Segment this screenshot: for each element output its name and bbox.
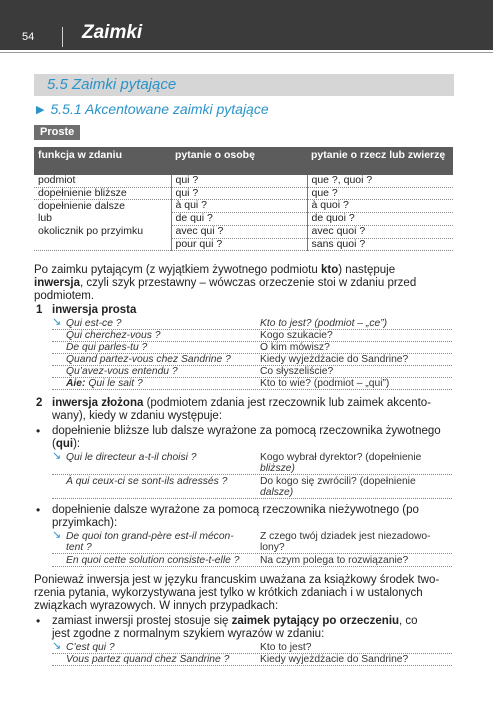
table-cell: que ?, quoi ? xyxy=(307,175,453,187)
inversion-simple-heading: inwersja prosta xyxy=(52,304,137,316)
page-number: 54 xyxy=(22,31,35,43)
table-cell: dopełnienie bliższe xyxy=(34,187,171,200)
example-pl: Kiedy wyjeżdżacie do Sandrine? xyxy=(260,354,409,365)
table-row xyxy=(34,238,453,251)
triangle-icon: ▶ xyxy=(36,104,45,116)
example-fr: Qui est-ce ? xyxy=(66,318,122,329)
example-fr: Qu’avez-vous entendu ? xyxy=(66,366,178,377)
example-row xyxy=(52,476,452,499)
table-header: funkcja w zdaniu xyxy=(34,147,171,175)
arrow-icon: ↘ xyxy=(52,450,62,462)
table-cell: qui ? xyxy=(171,187,307,200)
arrow-icon: ↘ xyxy=(52,529,62,541)
table-row xyxy=(34,175,453,187)
intro-line-1: Po zaimku pytającym (z wyjątkiem żywotnego podmiotu kto) następuje xyxy=(34,264,396,276)
paragraph-line-2: rzenia pytania, wykorzystywana jest tylko w krótkich zdaniach i w ustalonych xyxy=(34,587,423,599)
example-row xyxy=(52,330,452,342)
table-header-row xyxy=(34,147,453,175)
example-pl: Kto to jest? xyxy=(260,642,312,653)
example-pl: Na czym polega to rozwiązanie? xyxy=(260,555,409,566)
bullet-2-line-2: przyimkach): xyxy=(52,517,118,529)
example-fr: C’est qui ? xyxy=(66,642,115,653)
table-header: pytanie o rzecz lub zwierzę xyxy=(307,147,453,175)
section-title: 5.5 Zaimki pytające xyxy=(47,76,177,93)
example-pl: Kogo wybrał dyrektor? (dopełnienie bliższe) xyxy=(260,452,422,474)
header-rule xyxy=(0,52,493,53)
bullet-2-line-1: dopełnienie dalsze wyrażone za pomocą rzeczownika nieżywotnego (po xyxy=(52,504,419,516)
example-fr: Vous partez quand chez Sandrine ? xyxy=(66,654,230,665)
table-cell: sans quoi ? xyxy=(307,238,453,251)
table-cell: okolicznik po przyimku xyxy=(38,224,144,237)
example-row xyxy=(52,654,452,666)
example-row xyxy=(52,318,452,330)
table-cell: à quoi ? xyxy=(307,200,453,213)
paragraph-line-3: związkach wyrazowych. W innych przypadkach: xyxy=(34,600,279,612)
example-pl: Kiedy wyjeżdżacie do Sandrine? xyxy=(260,654,409,665)
table-cell: podmiot xyxy=(34,175,171,187)
example-pl: O kim mówisz? xyxy=(260,342,330,353)
example-row xyxy=(52,366,452,378)
example-fr: À qui ceux-ci se sont-ils adressés ? xyxy=(66,476,228,487)
example-pl: Z czego twój dziadek jest niezadowo- lony? xyxy=(260,531,431,553)
table-cell: de quoi ? xyxy=(307,213,453,226)
example-fr: Quand partez-vous chez Sandrine ? xyxy=(66,354,231,365)
proste-badge: Proste xyxy=(34,125,80,140)
bullet-icon: • xyxy=(36,424,41,438)
example-row xyxy=(52,555,452,567)
table-cell: dopełnienie dalsze xyxy=(38,199,125,212)
table-cell: de qui ? xyxy=(171,213,307,226)
bullet-icon: • xyxy=(36,503,41,517)
example-pl: Co słyszeliście? xyxy=(260,366,334,377)
table-row xyxy=(34,187,453,200)
example-pl: Kogo szukacie? xyxy=(260,330,333,341)
example-fr: Qui cherchez-vous ? xyxy=(66,330,161,341)
example-fr: De qui parles-tu ? xyxy=(66,342,148,353)
example-row xyxy=(52,342,452,354)
table-row xyxy=(34,213,453,226)
table-header: pytanie o osobę xyxy=(171,147,307,175)
header-divider xyxy=(62,27,63,47)
arrow-icon: ↘ xyxy=(52,316,62,328)
subsection-heading xyxy=(36,101,269,117)
example-row xyxy=(52,642,452,654)
item-number: 1 xyxy=(36,304,43,316)
inversion-complex-line-1: inwersja złożona (podmiotem zdania jest rzeczownik lub zaimek akcento- xyxy=(52,397,432,409)
subsection-title: 5.5.1 Akcentowane zaimki pytające xyxy=(50,101,269,117)
example-row xyxy=(52,452,452,475)
bullet-1-line-1: dopełnienie bliższe lub dalsze wyrażone za pomocą rzeczownika żywotnego xyxy=(52,425,441,437)
table-row xyxy=(34,200,453,213)
item-number: 2 xyxy=(36,397,43,409)
example-fr: Aie: Qui le sait ? xyxy=(66,378,143,389)
arrow-icon: ↘ xyxy=(52,640,62,652)
table-cell: qui ? xyxy=(171,175,307,187)
example-row xyxy=(52,378,452,390)
chapter-title: Zaimki xyxy=(82,22,143,43)
intro-line-2: inwersja, czyli szyk przestawny – wówczas orzeczenie stoi w zdaniu przed xyxy=(34,277,417,289)
example-pl: Kto to wie? (podmiot – „qui”) xyxy=(260,378,390,389)
table-cell xyxy=(34,238,171,251)
bullet-3-line-2: jest zgodne z normalnym szykiem wyrazów w zdaniu: xyxy=(52,628,325,640)
pronoun-table xyxy=(34,147,453,251)
bullet-icon: • xyxy=(36,614,41,628)
example-row xyxy=(52,354,452,366)
example-fr: Qui le directeur a-t-il choisi ? xyxy=(66,452,197,463)
table-row xyxy=(34,225,453,238)
table-cell: pour qui ? xyxy=(171,238,307,251)
example-pl: Kto to jest? (podmiot – „ce”) xyxy=(260,318,388,329)
bullet-3-line-1: zamiast inwersji prostej stosuje się zaimek pytający po orzeczeniu, co xyxy=(52,615,418,627)
bullet-1-line-2: (qui): xyxy=(52,438,81,450)
paragraph-line-1: Ponieważ inwersja jest w języku francuskim uważana za książkowy środek two- xyxy=(34,574,440,586)
example-pl: Do kogo się zwrócili? (dopełnienie dalsze) xyxy=(260,476,416,498)
table-cell: avec qui ? xyxy=(171,225,307,238)
example-fr: De quoi ton grand-père est-il mécon- tent ? xyxy=(66,531,234,553)
table-cell: avec quoi ? xyxy=(307,225,453,238)
example-row xyxy=(52,531,452,554)
header-bar xyxy=(0,0,493,50)
table-cell: que ? xyxy=(307,187,453,200)
inversion-complex-line-2: wany), kiedy w zdaniu występuje: xyxy=(52,410,223,422)
example-fr: En quoi cette solution consiste-t-elle ? xyxy=(66,555,240,566)
intro-line-3: podmiotem. xyxy=(34,290,95,302)
table-cell: à qui ? xyxy=(171,200,307,213)
table-cell: lub xyxy=(38,212,53,225)
